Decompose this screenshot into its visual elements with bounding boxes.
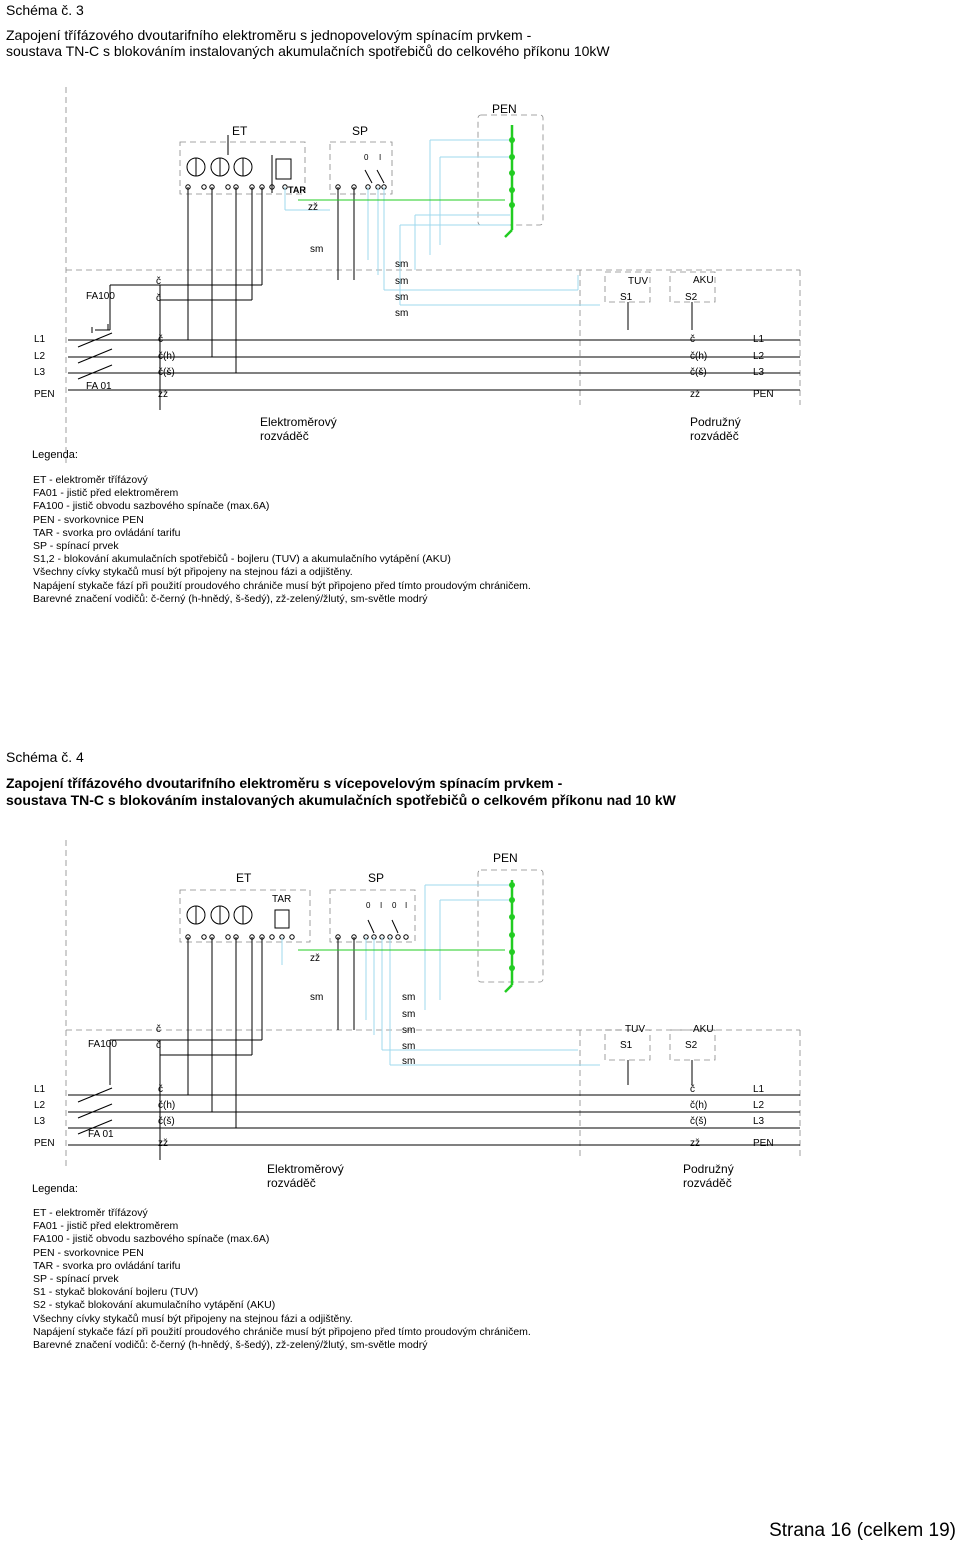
schema3-label-c-l1: č xyxy=(158,334,163,345)
schema3-label-l1-left: L1 xyxy=(34,334,46,345)
schema4-label-sw1-b: I xyxy=(405,901,408,910)
legend-item: Barevné značení vodičů: č-černý (h-hnědý, š-šedý), zž-zelený/žlutý, sm-světle modrý xyxy=(33,592,428,605)
legend-item: Všechny cívky stykačů musí být připojeny na stejnou fázi a odjištěny. xyxy=(33,566,353,579)
schema4-label-fa01: FA 01 xyxy=(88,1129,114,1140)
schema4-label-er2: rozváděč xyxy=(267,1176,316,1190)
schema3-label-zz-top: zž xyxy=(308,202,318,213)
schema3-label-c-r1: č xyxy=(690,334,695,345)
legend-item: PEN - svorkovnice PEN xyxy=(33,513,144,526)
schema3-label-l3-right: L3 xyxy=(753,367,765,378)
schema3-label-sp: SP xyxy=(352,124,369,138)
schema4-label-zz-top: zž xyxy=(310,953,320,964)
legend-item: S1,2 - blokování akumulačních spotřebičů - bojleru (TUV) a akumulačního vytápění (AKU) xyxy=(33,553,451,566)
schema3-diagram xyxy=(0,75,960,465)
schema4-label-zz-pen: zž xyxy=(158,1138,168,1149)
legend-item: Napájení stykače fází při použití proudového chrániče musí být připojeno před tímto proudovým chráničem. xyxy=(33,579,531,592)
schema4-label-pr1: Podružný xyxy=(683,1162,734,1176)
schema3-label-ch-r2: č(h) xyxy=(690,351,708,362)
schema3-label-pr2: rozváděč xyxy=(690,429,739,443)
legend-item: SP - spínací prvek xyxy=(33,540,119,553)
schema3-number: Schéma č. 3 xyxy=(6,2,84,18)
schema4-label-pen-top: PEN xyxy=(493,851,518,865)
legend-item: FA01 - jistič před elektroměrem xyxy=(33,487,179,500)
schema3-label-sm-5: sm xyxy=(395,308,409,319)
schema4-label-sw0-b: 0 xyxy=(392,901,397,910)
schema4-label-zz-r: zž xyxy=(690,1138,700,1149)
legend-item: FA100 - jistič obvodu sazbového spínače (max.6A) xyxy=(33,500,270,513)
schema3-label-et: ET xyxy=(232,124,248,138)
schema4-label-l1-left: L1 xyxy=(34,1084,46,1095)
schema3-label-sm-3: sm xyxy=(395,276,409,287)
schema4-legend xyxy=(33,1207,531,1352)
schema3-label-zz-r: zž xyxy=(690,389,700,400)
schema3-label-c-2: č xyxy=(156,293,161,304)
schema4-label-cs-r3: č(š) xyxy=(690,1116,707,1127)
schema3-label-l2-right: L2 xyxy=(753,351,765,362)
schema3-label-tuv: TUV xyxy=(628,276,648,287)
schema3-label-pen-left: PEN xyxy=(34,389,55,400)
legend-item: ET - elektroměr třífázový xyxy=(33,474,148,486)
schema4-label-pen-right: PEN xyxy=(753,1138,774,1149)
schema4-label-ch-r2: č(h) xyxy=(690,1100,708,1111)
schema4-label-l1-right: L1 xyxy=(753,1084,765,1095)
schema4-label-sm-2: sm xyxy=(402,992,416,1003)
schema4-label-sm-5: sm xyxy=(402,1041,416,1052)
schema4-label-tuv: TUV xyxy=(625,1024,645,1035)
schema3-label-l3-left: L3 xyxy=(34,367,46,378)
schema3-label-sm-2: sm xyxy=(395,259,409,270)
schema3-label-sw0: 0 xyxy=(364,153,369,162)
schema3-label-pen-right: PEN xyxy=(753,389,774,400)
schema4-label-et: ET xyxy=(236,871,252,885)
schema4-label-c-l1: č xyxy=(158,1084,163,1095)
legend-item: Všechny cívky stykačů musí být připojeny na stejnou fázi a odjištěny. xyxy=(33,1312,353,1325)
schema4-label-l2-left: L2 xyxy=(34,1100,46,1111)
schema4-label-sm-4: sm xyxy=(402,1025,416,1036)
schema4-label-ch-l2: č(h) xyxy=(158,1100,176,1111)
schema3-label-er2: rozváděč xyxy=(260,429,309,443)
schema3-label-pen-top: PEN xyxy=(492,102,517,116)
schema3-label-zz-pen: zž xyxy=(158,389,168,400)
schema3-label-cs-l3: č(š) xyxy=(158,367,175,378)
legend-item: FA100 - jistič obvodu sazbového spínače (max.6A) xyxy=(33,1233,270,1246)
schema4-title-line2: soustava TN-C s blokováním instalovaných akumulačních spotřebičů o celkovém příkonu nad 10 kW xyxy=(6,792,676,808)
schema3-label-cs-r3: č(š) xyxy=(690,367,707,378)
schema4-label-sm-6: sm xyxy=(402,1056,416,1067)
schema4-label-l2-right: L2 xyxy=(753,1100,765,1111)
legend-item: SP - spínací prvek xyxy=(33,1273,119,1286)
schema3-label-s1: S1 xyxy=(620,292,633,303)
schema4-label-sp: SP xyxy=(368,871,385,885)
schema3-label-fa01: FA 01 xyxy=(86,381,112,392)
schema4-label-er1: Elektroměrový xyxy=(267,1162,344,1176)
schema4-label-sw1-a: I xyxy=(380,901,383,910)
schema4-label-c-1: č xyxy=(156,1024,161,1035)
schema4-label-l3-right: L3 xyxy=(753,1116,765,1127)
schema3-label-pr1: Podružný xyxy=(690,415,741,429)
legend-item: ET - elektroměr třífázový xyxy=(33,1207,148,1219)
schema3-label-fa100: FA100 xyxy=(86,291,115,302)
schema4-label-sw0-a: 0 xyxy=(366,901,371,910)
schema3-label-l1-right: L1 xyxy=(753,334,765,345)
schema4-label-c-r1: č xyxy=(690,1084,695,1095)
schema3-label-legenda: Legenda: xyxy=(32,449,78,461)
page-footer: Strana 16 (celkem 19) xyxy=(769,1520,956,1541)
legend-item: Napájení stykače fází při použití proudového chrániče musí být připojeno před tímto proudovým chráničem. xyxy=(33,1325,531,1338)
schema3-label-sm-4: sm xyxy=(395,292,409,303)
legend-item: S2 - stykač blokování akumulačního vytápění (AKU) xyxy=(33,1299,276,1312)
schema4-title-line1: Zapojení třífázového dvoutarifního elektroměru s vícepovelovým spínacím prvkem - xyxy=(6,775,563,791)
schema3-label-ch-l2: č(h) xyxy=(158,351,176,362)
schema4-label-sm-3: sm xyxy=(402,1009,416,1020)
schema3-label-aku: AKU xyxy=(693,275,714,286)
schema4-label-pen-left: PEN xyxy=(34,1138,55,1149)
schema3-label-sw1: I xyxy=(379,153,382,162)
schema4-label-l3-left: L3 xyxy=(34,1116,46,1127)
schema4-label-cs-l3: č(š) xyxy=(158,1116,175,1127)
schema3-label-l2-left: L2 xyxy=(34,351,46,362)
schema4-label-fa100: FA100 xyxy=(88,1039,117,1050)
legend-item: TAR - svorka pro ovládání tarifu xyxy=(33,1259,181,1272)
schema4-label-c-2: č xyxy=(156,1040,161,1051)
schema4-label-aku: AKU xyxy=(693,1024,714,1035)
legend-item: PEN - svorkovnice PEN xyxy=(33,1246,144,1259)
schema4-label-tar: TAR xyxy=(272,894,292,905)
schema4-label-s2: S2 xyxy=(685,1040,698,1051)
schema4-label-pr2: rozváděč xyxy=(683,1176,732,1190)
legend-item: TAR - svorka pro ovládání tarifu xyxy=(33,526,181,539)
schema3-legend xyxy=(33,474,531,606)
legend-item: Barevné značení vodičů: č-černý (h-hnědý, š-šedý), zž-zelený/žlutý, sm-světle modrý xyxy=(33,1339,428,1352)
schema3-label-s2: S2 xyxy=(685,292,698,303)
legend-item: FA01 - jistič před elektroměrem xyxy=(33,1220,179,1233)
schema3-title-line1: Zapojení třífázového dvoutarifního elektroměru s jednopovelovým spínacím prvkem - xyxy=(6,27,532,43)
schema4-label-sm-1: sm xyxy=(310,992,324,1003)
schema3-title-line2: soustava TN-C s blokováním instalovaných akumulačních spotřebičů do celkového příkonu 10kW xyxy=(6,43,610,59)
schema4-number: Schéma č. 4 xyxy=(6,749,84,765)
schema4-diagram xyxy=(0,840,960,1200)
schema3-label-er1: Elektroměrový xyxy=(260,415,337,429)
schema4-label-s1: S1 xyxy=(620,1040,633,1051)
schema4-label-legenda: Legenda: xyxy=(32,1183,78,1195)
schema3-label-tar: TAR xyxy=(288,185,306,195)
schema3-label-c-1: č xyxy=(156,276,161,287)
schema3-label-sm-1: sm xyxy=(310,244,324,255)
legend-item: S1 - stykač blokování bojleru (TUV) xyxy=(33,1286,199,1299)
